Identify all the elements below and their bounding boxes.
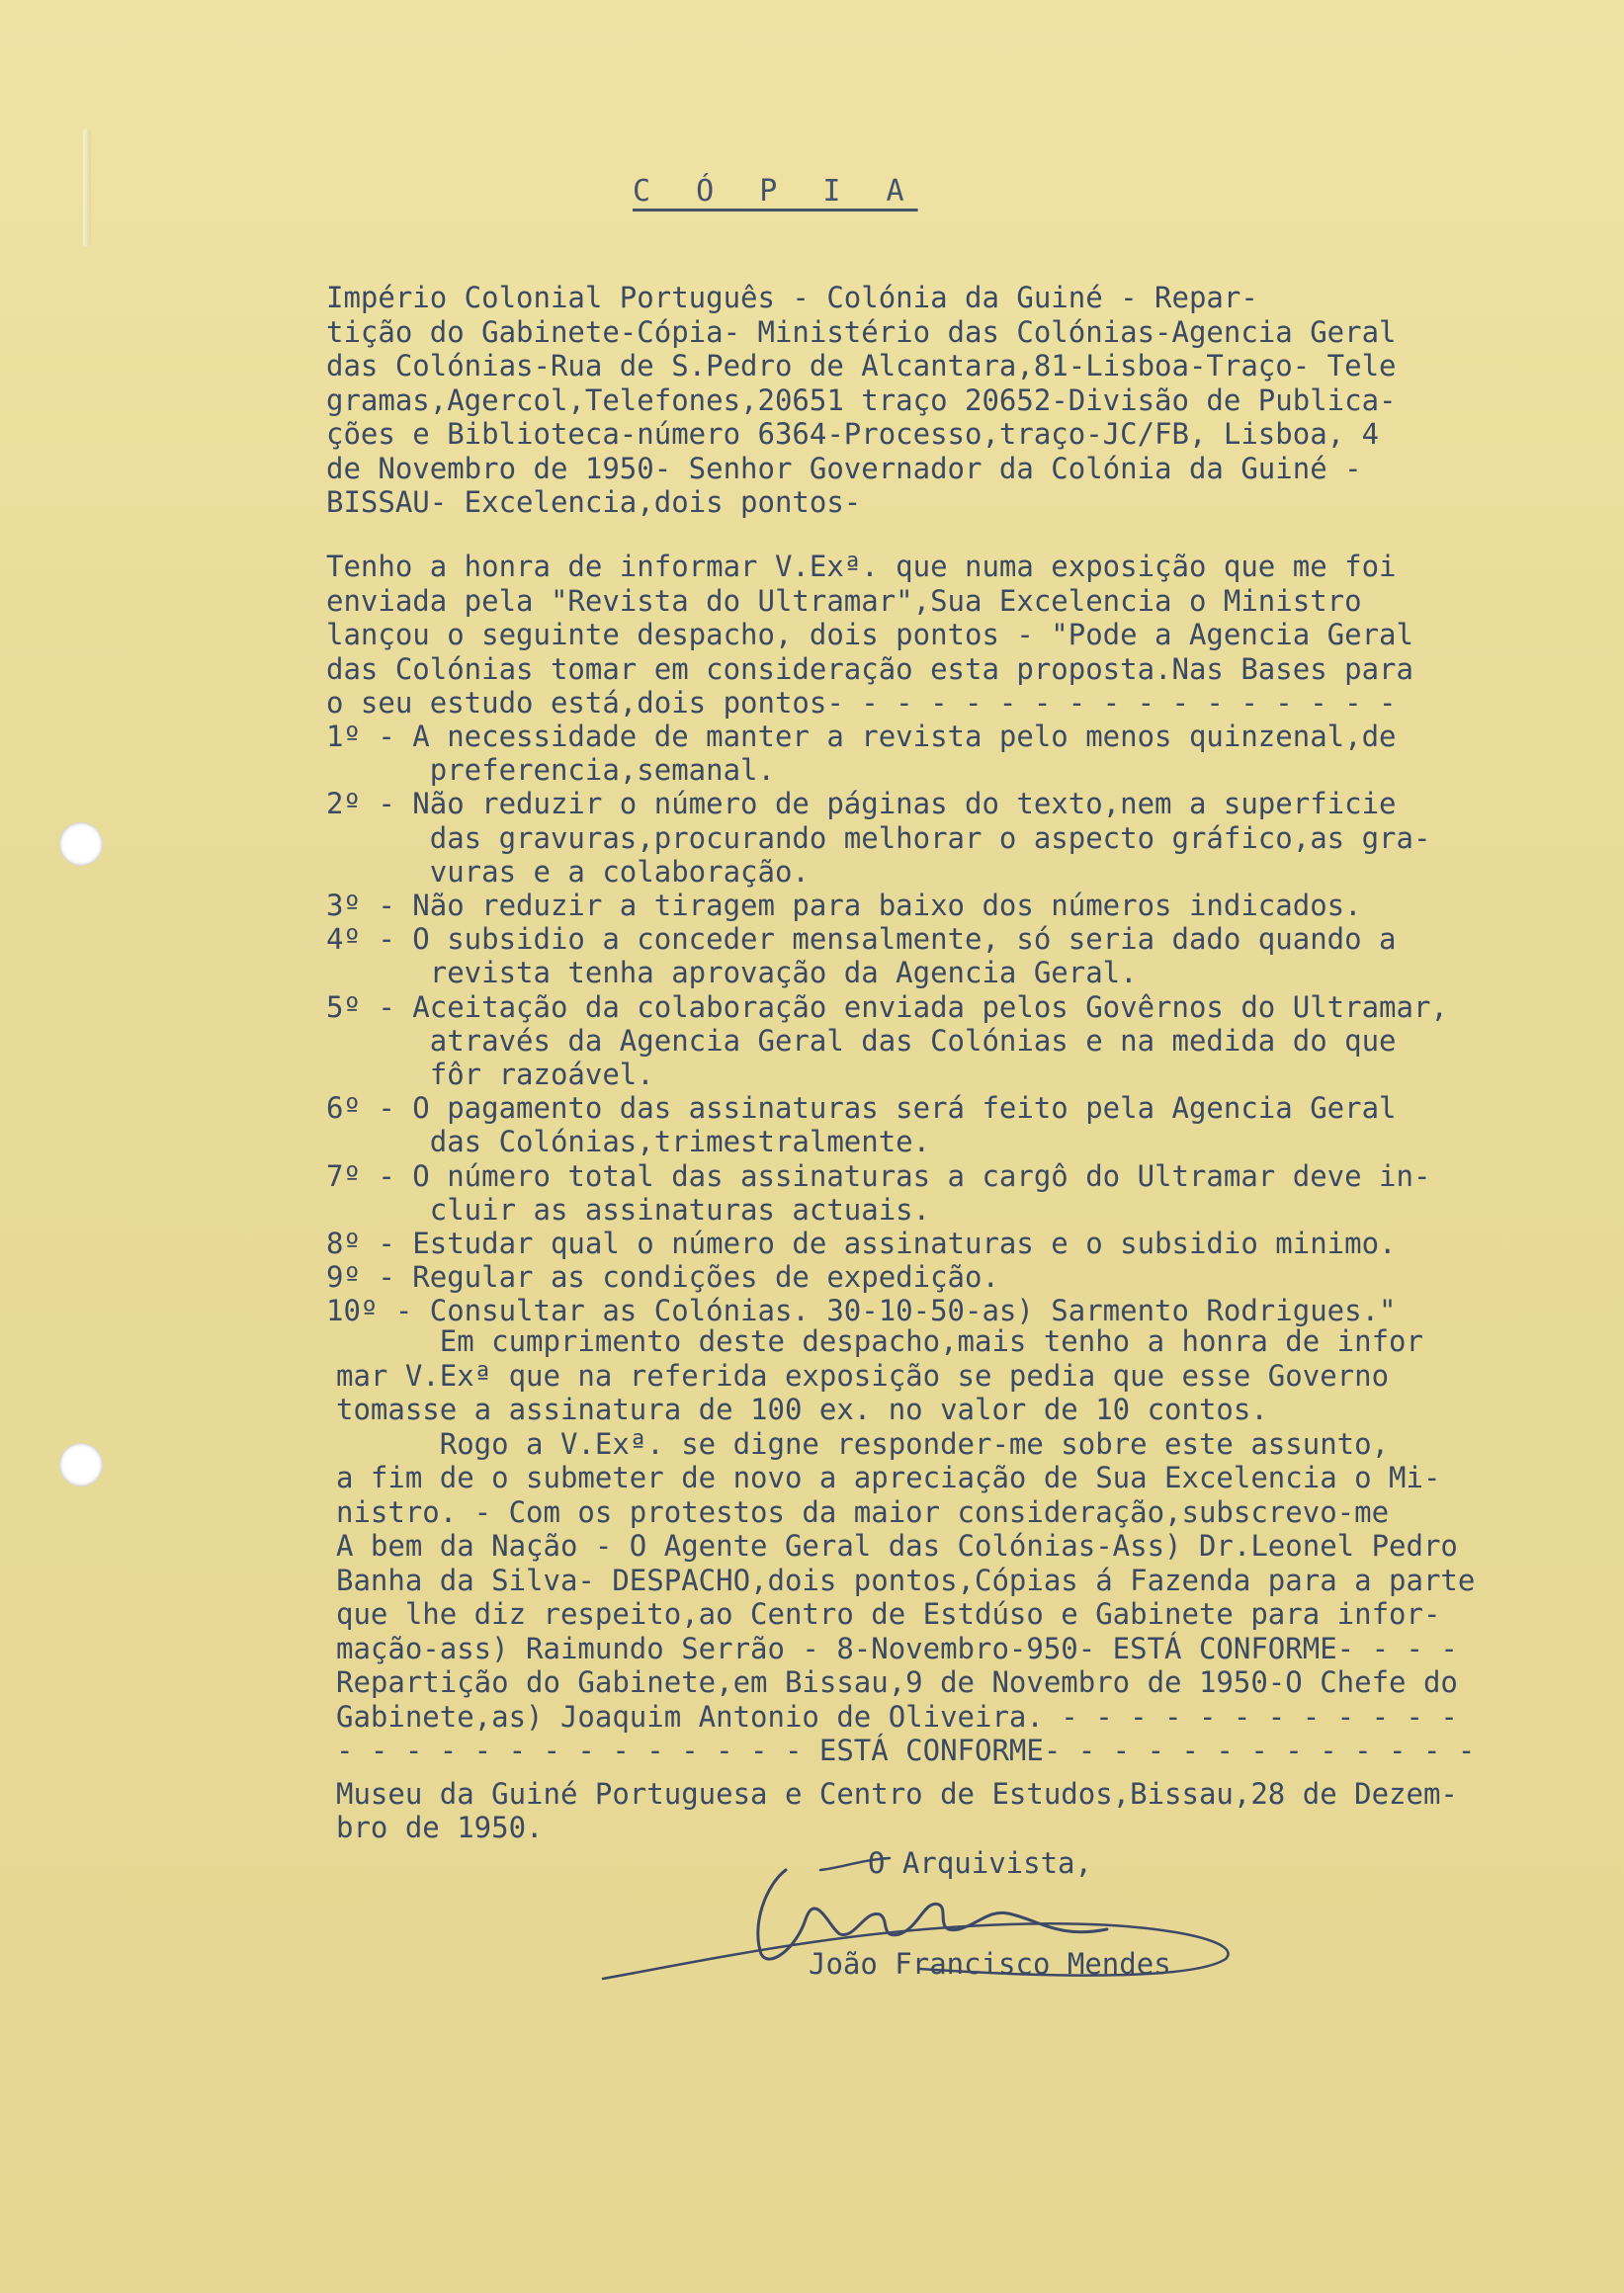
- item-line: 2º - Não reduzir o número de páginas do texto,nem a superficie: [326, 787, 1397, 821]
- item-line: 5º - Aceitação da colaboração enviada pelos Govêrnos do Ultramar,: [326, 989, 1448, 1024]
- item-line: 6º - O pagamento das assinaturas será feito pela Agencia Geral: [326, 1091, 1397, 1126]
- closing-line: tomasse a assinatura de 100 ex. no valor de 10 contos.: [336, 1393, 1268, 1426]
- signature-title: O Arquivista,: [868, 1846, 1092, 1880]
- item-line: vuras e a colaboração.: [326, 854, 810, 889]
- main-line: das Colónias tomar em consideração esta proposta.Nas Bases para: [326, 651, 1413, 686]
- punch-hole-top: [59, 822, 103, 866]
- signature-block: [593, 1830, 1285, 1998]
- item-line: cluir as assinaturas actuais.: [326, 1192, 931, 1227]
- intro-line: Império Colonial Português - Colónia da Guiné - Repar-: [326, 281, 1258, 314]
- closing-line: A bem da Nação - O Agente Geral das Colónias-Ass) Dr.Leonel Pedro: [336, 1529, 1458, 1563]
- signature-name: João Francisco Mendes: [809, 1947, 1171, 1981]
- item-line: 10º - Consultar as Colónias. 30-10-50-as) Sarmento Rodrigues.": [326, 1294, 1397, 1328]
- main-line: Tenho a honra de informar V.Exª. que numa exposição que me foi: [326, 550, 1397, 583]
- item-line: revista tenha aprovação da Agencia Geral.: [326, 956, 1138, 990]
- intro-line: tição do Gabinete-Cópia- Ministério das Colónias-Agencia Geral: [326, 314, 1397, 349]
- intro-line: ções e Biblioteca-número 6364-Processo,traço-JC/FB, Lisboa, 4: [326, 417, 1380, 451]
- intro-line: BISSAU- Excelencia,dois pontos-: [326, 485, 862, 519]
- closing-line: Em cumprimento deste despacho,mais tenho a honra de infor: [336, 1324, 1423, 1358]
- closing-line: mar V.Exª que na referida exposição se pedia que esse Governo: [336, 1358, 1390, 1393]
- paper-crease: [83, 128, 91, 247]
- item-line: através da Agencia Geral das Colónias e na medida do que: [326, 1023, 1397, 1058]
- item-line: fôr razoável.: [326, 1058, 654, 1091]
- museum-line: bro de 1950.: [336, 1811, 544, 1844]
- item-line: 3º - Não reduzir a tiragem para baixo dos números indicados.: [326, 889, 1362, 922]
- closing-line: mação-ass) Raimundo Serrão - 8-Novembro-950- ESTÁ CONFORME- - - -: [336, 1631, 1458, 1665]
- item-line: 4º - O subsidio a conceder mensalmente, só seria dado quando a: [326, 922, 1397, 957]
- item-line: das gravuras,procurando melhorar o aspecto gráfico,as gra-: [326, 820, 1431, 855]
- main-line: o seu estudo está,dois pontos- - - - - - - - - - - - - - - - -: [326, 686, 1397, 720]
- item-line: 8º - Estudar qual o número de assinaturas e o subsidio minimo.: [326, 1227, 1397, 1260]
- intro-line: de Novembro de 1950- Senhor Governador da Colónia da Guiné -: [326, 451, 1362, 485]
- main-line: enviada pela "Revista do Ultramar",Sua Excelencia o Ministro: [326, 583, 1362, 618]
- closing-line: nistro. - Com os protestos da maior consideração,subscrevo-me: [336, 1494, 1390, 1529]
- intro-line: gramas,Agercol,Telefones,20651 traço 20652-Divisão de Publica-: [326, 382, 1397, 417]
- closing-line: Gabinete,as) Joaquim Antonio de Oliveira. - - - - - - - - - - - -: [336, 1699, 1458, 1734]
- item-line: 9º - Regular as condições de expedição.: [326, 1260, 999, 1295]
- main-line: lançou o seguinte despacho, dois pontos - "Pode a Agencia Geral: [326, 618, 1413, 651]
- item-line: das Colónias,trimestralmente.: [326, 1125, 931, 1159]
- item-line: 7º - O número total das assinaturas a cargô do Ultramar deve in-: [326, 1158, 1431, 1193]
- item-line: 1º - A necessidade de manter a revista pelo menos quinzenal,de: [326, 720, 1397, 753]
- punch-hole-bottom: [59, 1443, 103, 1486]
- closing-line: Repartição do Gabinete,em Bissau,9 de Novembro de 1950-O Chefe do: [336, 1665, 1458, 1699]
- museum-line: Museu da Guiné Portuguesa e Centro de Estudos,Bissau,28 de Dezem-: [336, 1777, 1458, 1811]
- closing-line: a fim de o submeter de novo a apreciação de Sua Excelencia o Mi-: [336, 1461, 1441, 1494]
- closing-line: Banha da Silva- DESPACHO,dois pontos,Cópias á Fazenda para a parte: [336, 1563, 1476, 1597]
- closing-line: que lhe diz respeito,ao Centro de Estdúso e Gabinete para infor-: [336, 1597, 1441, 1631]
- item-line: preferencia,semanal.: [326, 753, 775, 788]
- closing-line: Rogo a V.Exª. se digne responder-me sobre este assunto,: [336, 1426, 1390, 1461]
- closing-line: - - - - - - - - - - - - - - ESTÁ CONFORME- - - - - - - - - - - - -: [336, 1734, 1476, 1767]
- document-heading: C Ó P I A: [633, 174, 918, 209]
- intro-line: das Colónias-Rua de S.Pedro de Alcantara,81-Lisboa-Traço- Tele: [326, 349, 1397, 382]
